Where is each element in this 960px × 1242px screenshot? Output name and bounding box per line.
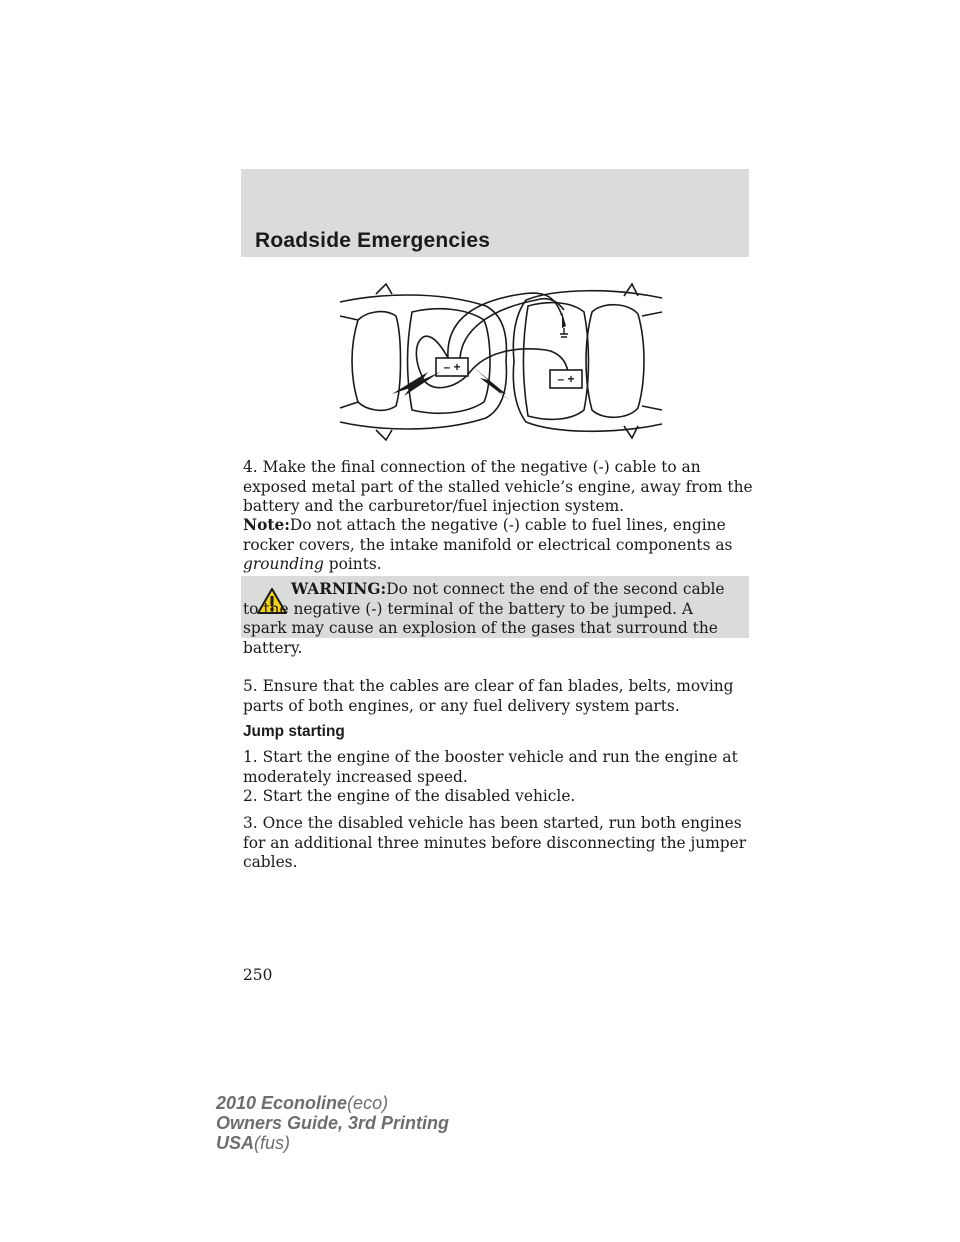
warning-box [241,576,749,657]
step-5-paragraph: 5. Ensure that the cables are clear of fan blades, belts, moving parts of both engines, or any fuel delivery system parts. [243,677,734,715]
note-end: points. [323,555,382,573]
footer-model: 2010 Econoline [216,1093,348,1113]
note-label: Note: [243,516,290,534]
jump-starting-heading: Jump starting [243,723,345,740]
jump-step-3: 3. Once the disabled vehicle has been started, run both engines for an additional three minutes before disconnecting the jumper cables. [243,814,747,871]
warning-body: Do not connect the end of the second cable to the negative (-) terminal of the battery to be jumped. A spark may cause an explosion of the gases that surround the battery. [243,580,725,657]
battery-terminals-label: – + [557,372,575,386]
footer-printing: Owners Guide, 3rd Printing [216,1113,450,1133]
jump-start-diagram [336,276,666,446]
booster-vehicle-illustration [513,284,662,438]
footer-market: USA [216,1133,255,1153]
warning-text [243,580,741,658]
jump-step-2: 2. Start the engine of the disabled vehicle. [243,787,576,805]
disabled-battery [436,358,468,376]
note-paragraph [243,516,753,575]
page-number: 250 [243,966,273,984]
booster-battery [550,370,582,388]
warning-label: WARNING: [291,580,387,598]
battery-terminals-label: – + [443,360,461,374]
document-footer [216,1093,449,1153]
section-title: Roadside Emergencies [255,229,491,252]
note-emphasis: grounding [243,555,324,573]
note-text: Do not attach the negative (-) cable to fuel lines, engine rocker covers, the intake manifold or electrical components as [243,516,733,554]
jump-step-1: 1. Start the engine of the booster vehicle and run the engine at moderately increased speed. [243,748,738,786]
footer-model-code: (eco) [347,1093,389,1113]
footer-market-code: (fus) [254,1133,291,1153]
section-header-band [241,169,749,257]
step-4-paragraph: 4. Make the final connection of the negative (-) cable to an exposed metal part of the stalled vehicle’s engine, away from the battery and the carburetor/fuel injection system. [243,458,753,515]
